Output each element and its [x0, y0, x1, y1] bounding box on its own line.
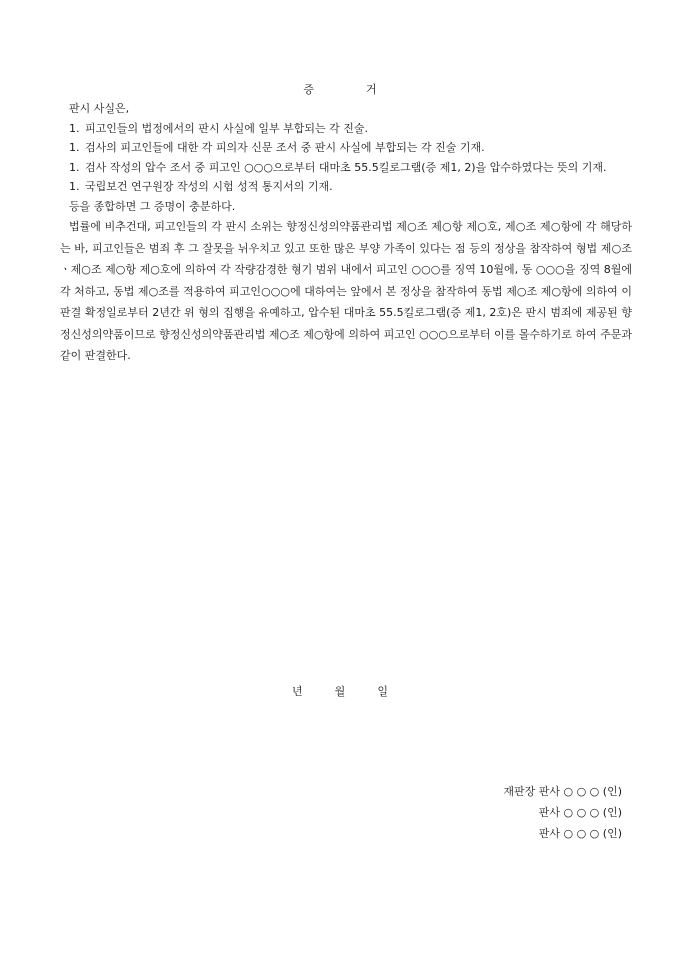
evidence-item	[60, 138, 632, 158]
date-year: 년	[292, 685, 303, 698]
summary-line: 등을 종합하면 그 증명이 충분하다.	[69, 199, 236, 213]
signature-role: 판사	[538, 806, 560, 819]
signature-seal: (인)	[602, 806, 622, 819]
signature-seal: (인)	[602, 827, 622, 840]
signature-judge	[322, 804, 622, 820]
date-day: 일	[377, 685, 388, 698]
evidence-item	[60, 158, 632, 178]
document-heading	[0, 81, 680, 97]
heading-right: 거	[366, 83, 377, 96]
signature-role: 판사	[538, 827, 560, 840]
signature-name: ○ ○ ○	[563, 806, 600, 819]
signature-role: 재판장 판사	[503, 785, 560, 798]
date-month: 월	[334, 685, 346, 698]
document-body	[60, 99, 632, 367]
evidence-number: 1.	[69, 160, 80, 174]
evidence-text: 검사 작성의 압수 조서 중 피고인 ○○○으로부터 대마초 55.5킬로그램(증 제1, 2)을 압수하였다는 뜻의 기재.	[85, 160, 607, 174]
evidence-item	[60, 177, 632, 197]
signature-name: ○ ○ ○	[563, 827, 600, 840]
signature-judge	[322, 825, 622, 841]
evidence-item	[60, 119, 632, 139]
heading-left: 증	[303, 83, 314, 96]
signature-seal: (인)	[602, 785, 622, 798]
intro-line: 판시 사실은,	[69, 102, 130, 115]
evidence-text: 국립보건 연구원장 작성의 시험 성적 통지서의 기재.	[85, 180, 333, 193]
signature-presiding-judge	[322, 783, 622, 799]
signature-name: ○ ○ ○	[563, 785, 600, 798]
evidence-text: 피고인들의 법정에서의 판시 사실에 일부 부합되는 각 진술.	[85, 121, 368, 135]
judgment-date	[0, 683, 680, 699]
evidence-text: 검사의 피고인들에 대한 각 피의자 신문 조서 중 판시 사실에 부합되는 각 진술 기재.	[85, 141, 485, 154]
evidence-number: 1.	[69, 141, 80, 154]
evidence-number: 1.	[69, 121, 80, 135]
evidence-number: 1.	[69, 180, 80, 193]
law-paragraph: 법률에 비추건대, 피고인들의 각 판시 소위는 향정신성의약품관리법 제○조 제○항 제○호, 제○조 제○항에 각 해당하는 바, 피고인들은 범죄 후 그 잘못을 뉘우치고 있고 또한 많은 부양 가족이 있다는 점 등의 정상을 참작하여 형법 제○조ㆍ제○조 제○항 제○호에 의하여 각 작량감경한 형기 범위 내에서 피고인 ○○○를 징역 10월에, 동 ○○○을 징역 8월에 각 처하고, 동법 제○조를 적용하여 피고인○○○에 대하여는 앞에서 본 정상을 참작하여 동법 제○조 제○항에 의하여 이 판결 확정일로부터 2년간 위 형의 집행을 유예하고, 압수된 대마초 55.5킬로그램(증 제1, 2호)은 판시 범죄에 제공된 향정신성의약품이므로 향정신성의약품관리법 제○조 제○항에 의하여 피고인 ○○○으로부터 이를 몰수하기로 하여 주문과 같이 판결한다.	[60, 220, 632, 362]
